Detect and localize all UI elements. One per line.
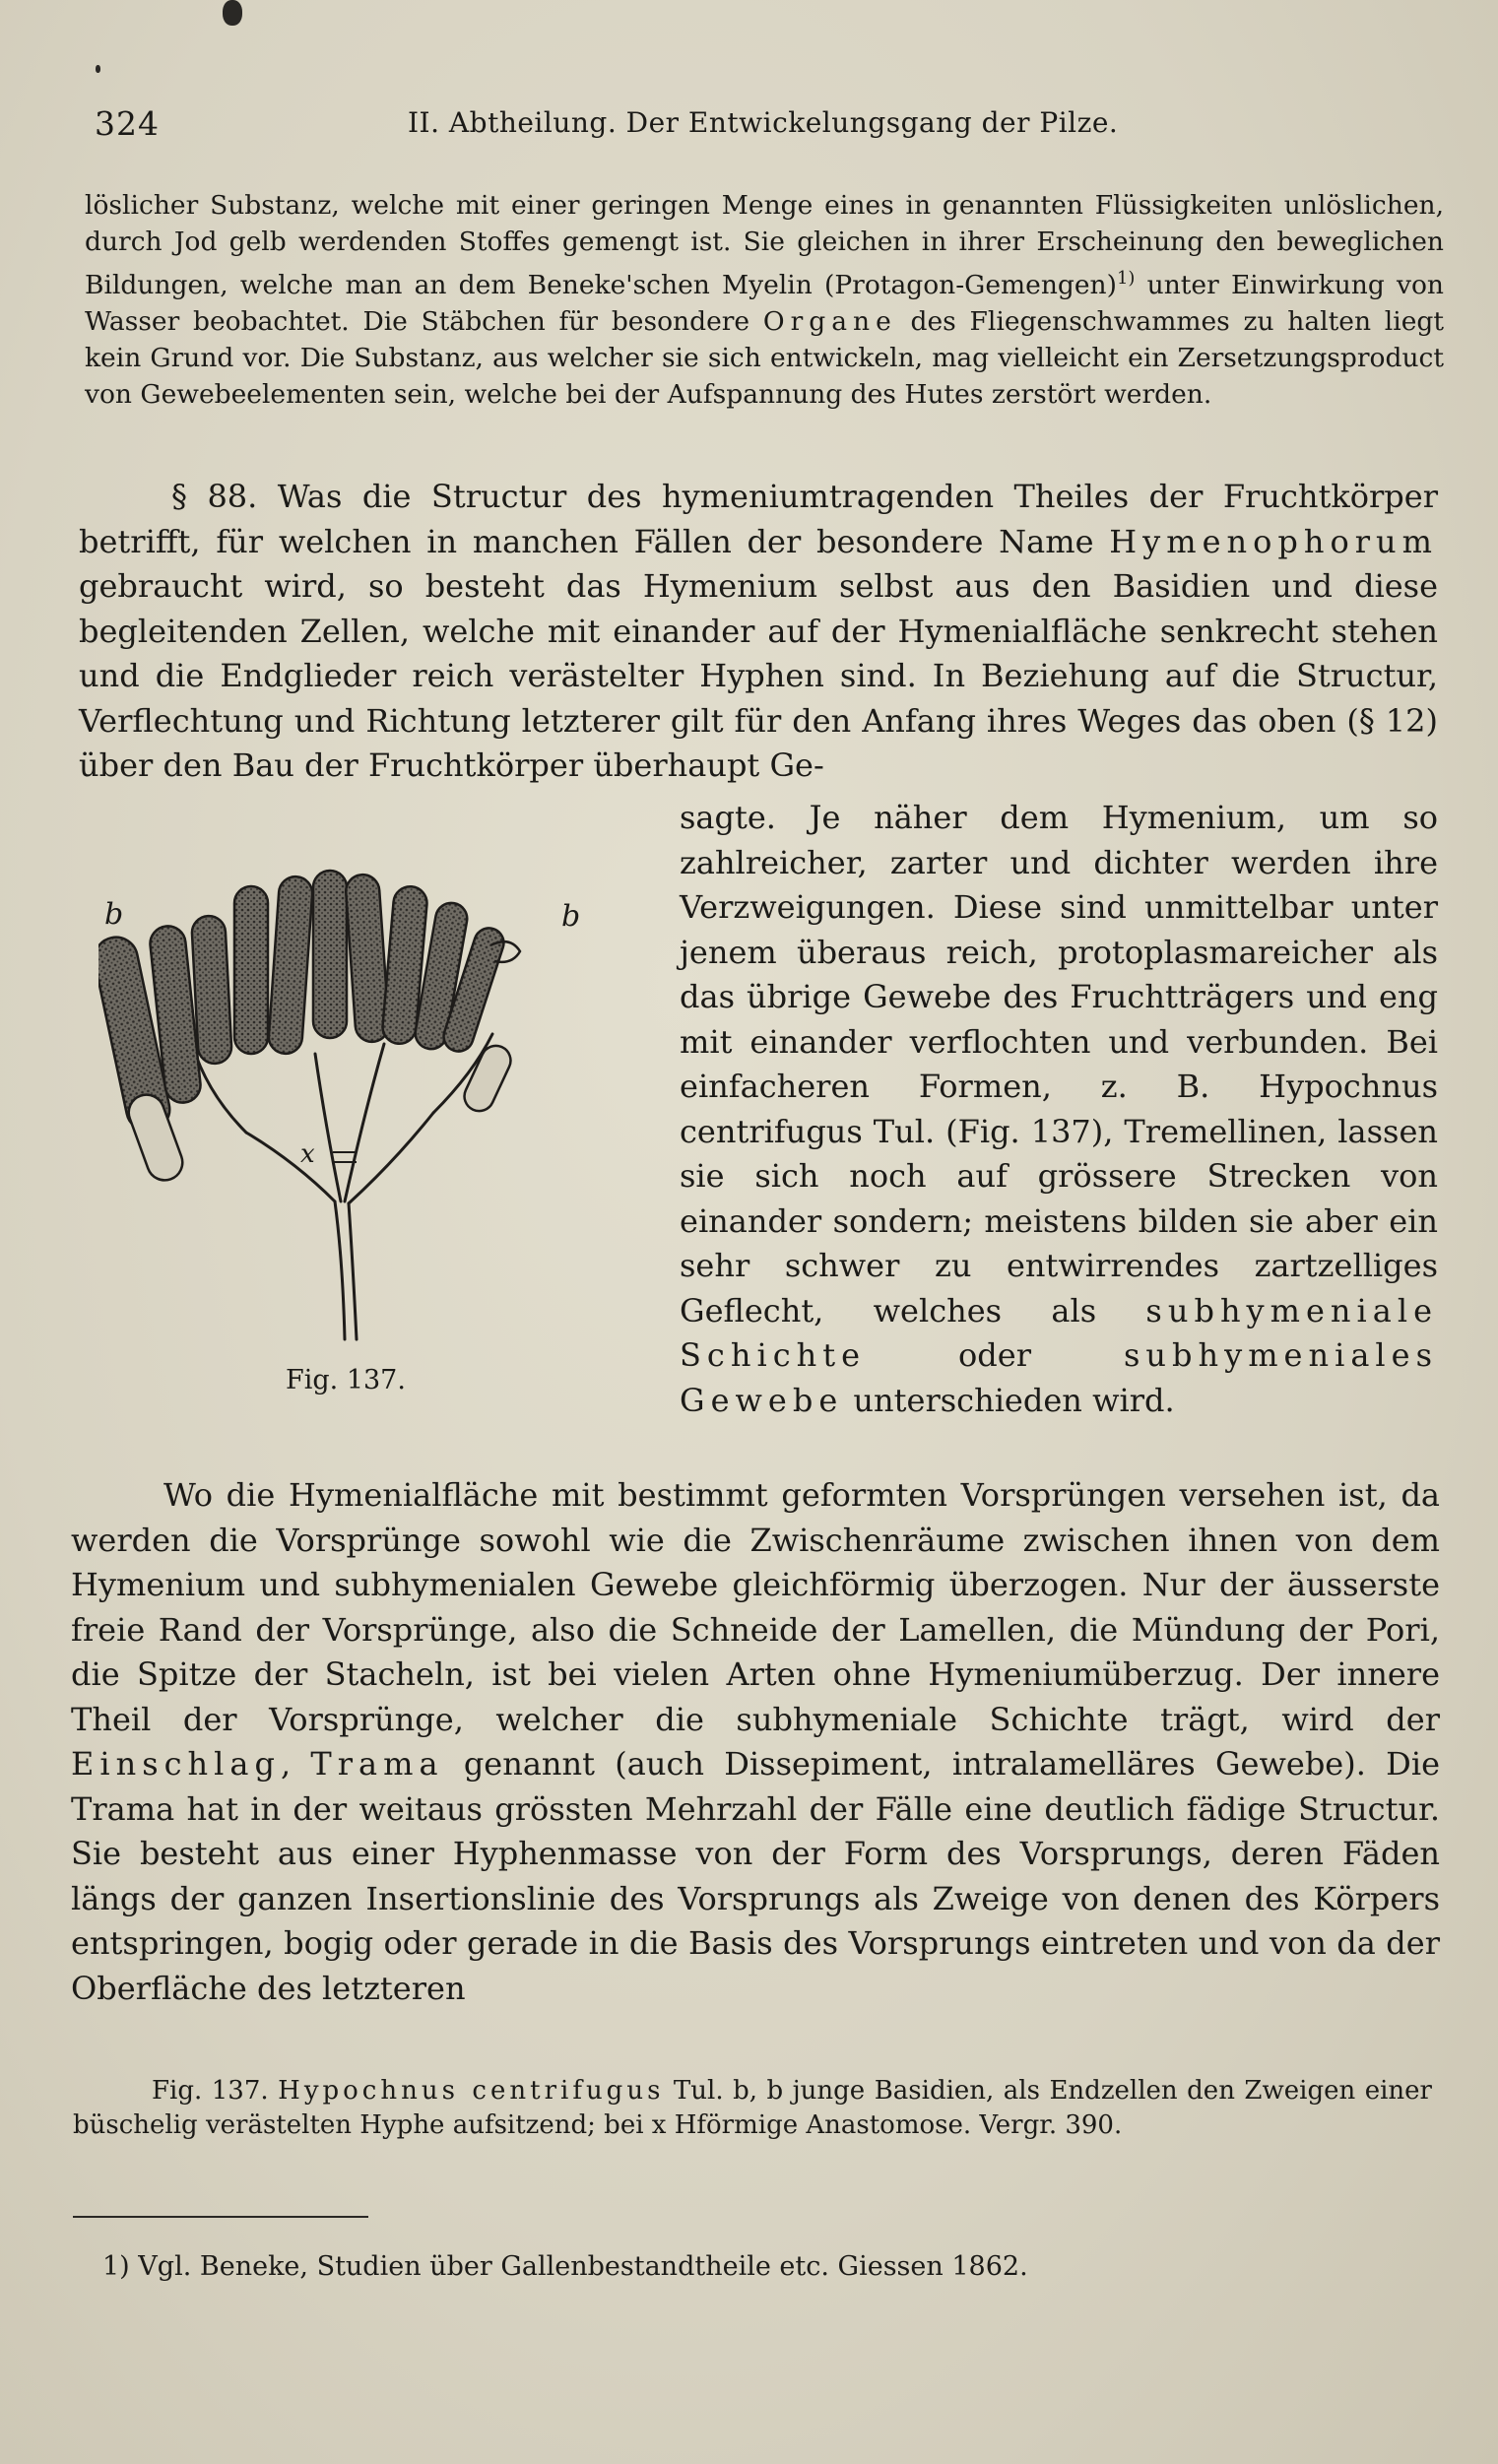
trama-spaced-term-2: Trama xyxy=(310,1745,444,1783)
trama-text-1: Wo die Hymenialfläche mit bestimmt geformten Vorsprüngen versehen ist, da werden die Vorsprünge sowohl wie die Zwischenräume zwischen ihnen von dem Hymenium und subhymenialen Gewebe gleichförmig überzogen. Nur der äusserste freie Rand der Vorsprünge, also die Schneide der Lamellen, die Mündung der Pori, die Spitze der Stacheln, ist bei vielen Arten ohne Hymeniumüberzug. Der innere Theil der Vorsprünge, welcher die subhymeniale Schichte trägt, wird der xyxy=(71,1476,1440,1738)
intro-text-2: unter Einwirkung von Wasser beobachtet. Die Stäbchen für besondere xyxy=(85,269,1444,337)
trama-paragraph xyxy=(71,1473,1440,2011)
section-88-spaced-term: Hymenophorum xyxy=(1109,522,1438,560)
wrapped-spaced-term-1: subhymeniale Schichte xyxy=(680,1291,1438,1374)
section-88-text-1: § 88. Was die Structur des hymeniumtragenden Theiles der Fruchtkörper betrifft, für welchen in manchen Fällen der besondere Name xyxy=(79,478,1438,560)
wrapped-text-1: sagte. Je näher dem Hymenium, um so zahlreicher, zarter und dichter werden ihre Verzweigungen. Diese sind unmittelbar unter jenem überaus reich, protoplasmareicher als das übrige Gewebe des Fruchtträgers und eng mit einander verflochten und verbunden. Bei einfacheren Formen, z. B. Hypochnus centrifugus Tul. (Fig. 137), Tremellinen, lassen sie sich noch auf grössere Strecken von einander sondern; meistens bilden sie aber ein sehr schwer zu entwirrendes zartzelliges Geflecht, welches als xyxy=(680,799,1438,1329)
footnote-divider xyxy=(73,2216,368,2218)
trama-spaced-term-1: Einschlag xyxy=(71,1745,281,1783)
intro-text-1: löslicher Substanz, welche mit einer geringen Menge eines in genannten Flüssigkeiten unlöslichen, durch Jod gelb werdenden Stoffes gemengt ist. Sie gleichen in ihrer Erscheinung den beweglichen Bildungen, welche man an dem Beneke'schen Myelin (Protagon-Gemengen) xyxy=(85,190,1444,300)
caption-species: Hypochnus centrifugus xyxy=(278,2076,665,2106)
trama-text-2: genannt (auch Dissepiment, intralamelläres Gewebe). Die Trama hat in der weitaus grössten Mehrzahl der Fälle eine deutlich fädige Structur. Sie besteht aus einer Hyphenmasse von der Form des Vorsprungs, deren Fäden längs der ganzen Insertionslinie des Vorsprungs als Zweige von denen des Körpers entspringen, bogig oder gerade in die Basis des Vorsprungs eintreten und von da der Oberfläche des letzteren xyxy=(71,1745,1441,2007)
figure-letter-x: x xyxy=(300,1139,315,1169)
footnote: 1) Vgl. Beneke, Studien über Gallenbestandtheile etc. Giessen 1862. xyxy=(102,2251,1028,2282)
figure-letter-b-left: b xyxy=(104,897,124,932)
caption-text: Tul. b, b junge Basidien, als Endzellen den Zweigen einer büschelig verästelten Hyphe aufsitzend; bei x Hförmige Anastomose. Vergr. 390. xyxy=(73,2076,1432,2140)
figure-caption xyxy=(73,2074,1432,2143)
running-title: II. Abtheilung. Der Entwickelungsgang der Pilze. xyxy=(408,106,1119,139)
wrapped-text-2: oder xyxy=(866,1336,1124,1374)
figure-letter-b-right: b xyxy=(561,899,581,934)
wrapped-paragraph xyxy=(680,796,1438,1423)
footnote-reference: 1) xyxy=(1116,268,1136,289)
section-88-paragraph xyxy=(79,475,1438,789)
intro-spaced-word: Organe xyxy=(762,305,897,337)
page-number: 324 xyxy=(95,104,160,143)
running-header xyxy=(95,104,1434,154)
figure-137 xyxy=(98,867,611,1359)
intro-paragraph xyxy=(85,187,1444,413)
wrapped-spaced-term-2: subhymeniales Gewebe xyxy=(680,1336,1438,1419)
ink-blot xyxy=(223,0,242,26)
ink-dot xyxy=(96,65,100,73)
caption-lead: Fig. 137. xyxy=(152,2076,279,2106)
figure-label: Fig. 137. xyxy=(286,1365,406,1395)
wrapped-text-3: unterschieden wird. xyxy=(843,1381,1175,1419)
intro-text-3: des Fliegenschwammes zu halten liegt kein Grund vor. Die Substanz, aus welcher sie sich entwickeln, mag vielleicht ein Zersetzungsproduct von Gewebeelementen sein, welche bei der Aufspannung des Hutes zerstört werden. xyxy=(85,305,1444,410)
section-88-text-2: gebraucht wird, so besteht das Hymenium selbst aus den Basidien und diese begleitenden Zellen, welche mit einander auf der Hymenialfläche senkrecht stehen und die Endglieder reich verästelter Hyphen sind. In Beziehung auf die Structur, Verflechtung und Richtung letzterer gilt für den Anfang ihres Weges das oben (§ 12) über den Bau der Fruchtkörper überhaupt Ge- xyxy=(79,567,1438,784)
hypha-illustration xyxy=(98,867,611,1359)
trama-comma: , xyxy=(280,1745,311,1783)
